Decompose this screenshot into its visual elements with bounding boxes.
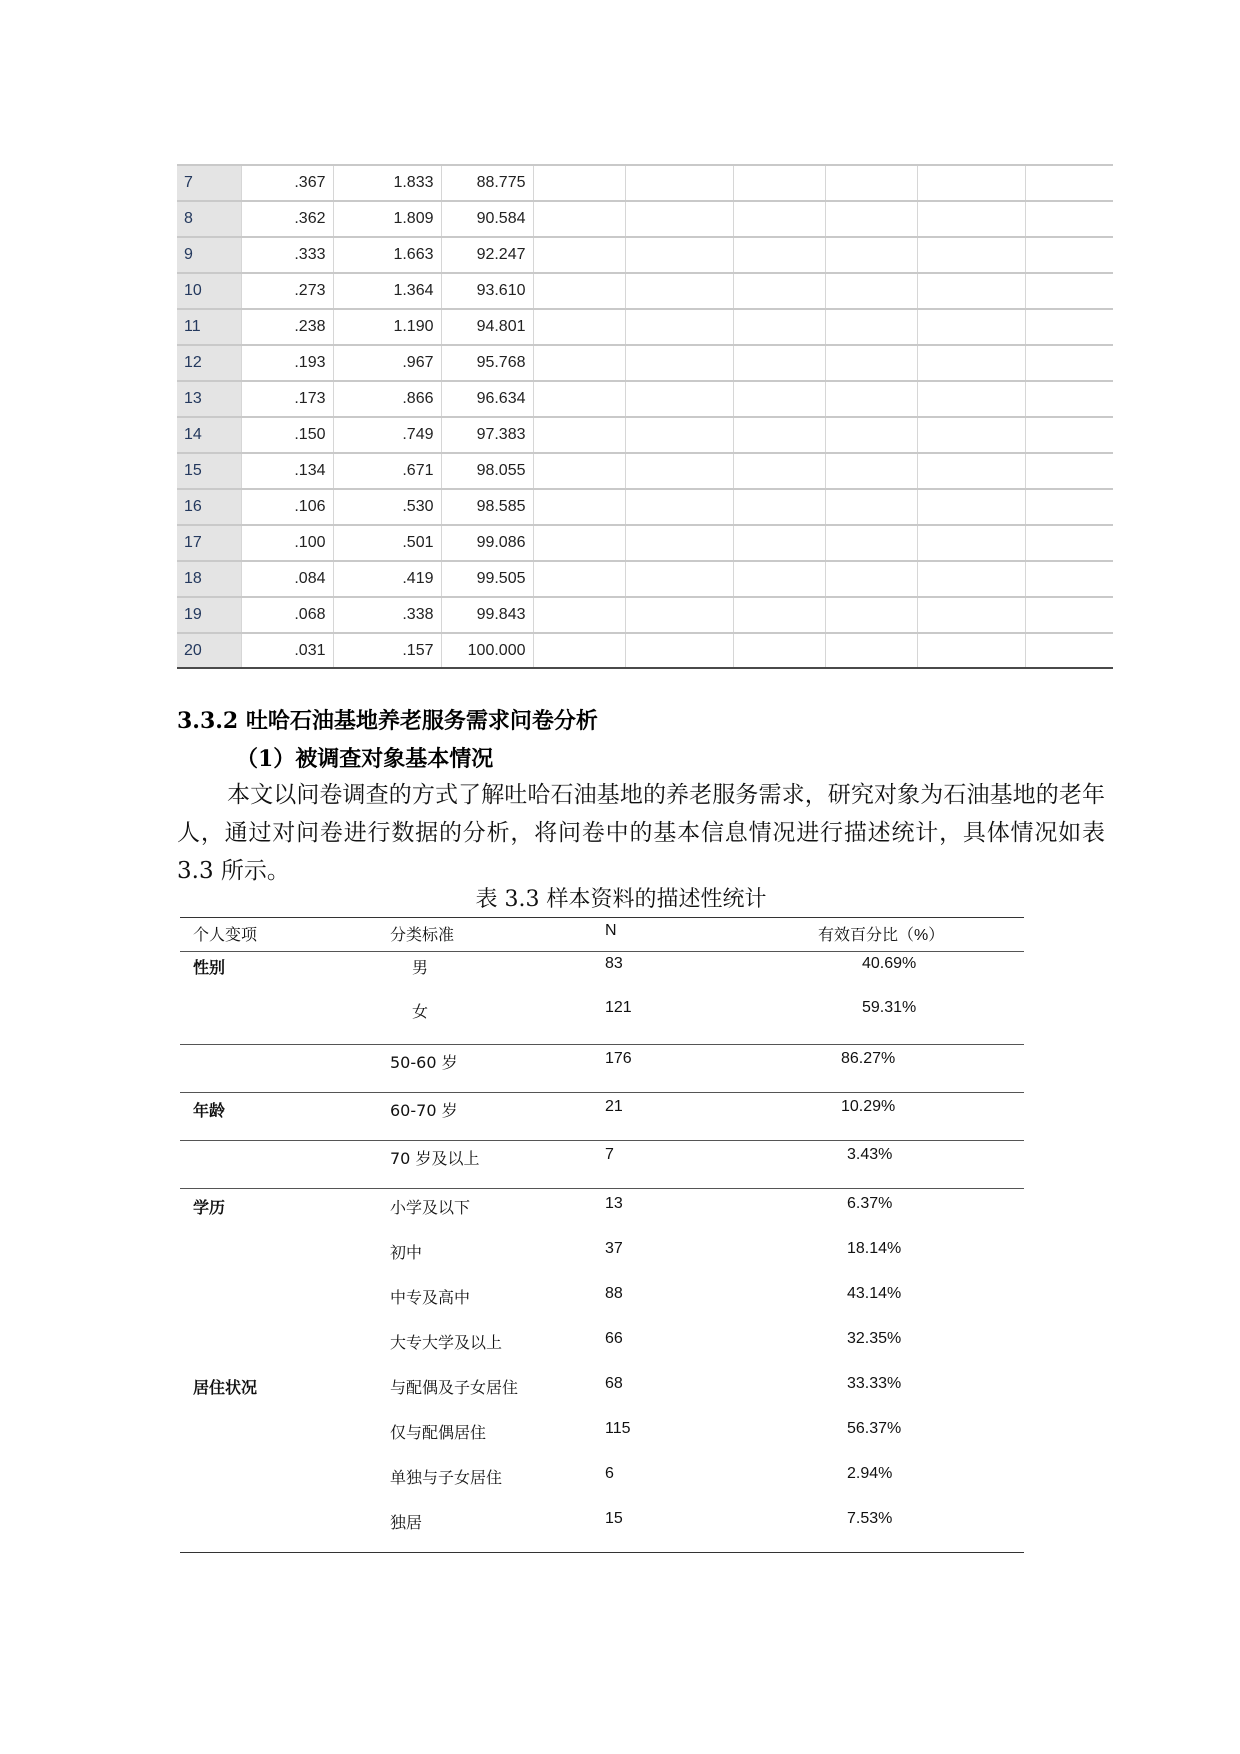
empty-cell: [625, 417, 733, 453]
table-row: [177, 453, 1113, 489]
table-row: [177, 165, 1113, 201]
header-category: 分类标准: [390, 925, 455, 944]
empty-cell: [625, 489, 733, 525]
rule-age-2: [180, 1140, 1024, 1141]
empty-cell: [825, 489, 917, 525]
empty-cell: [825, 525, 917, 561]
empty-cell: [733, 165, 825, 201]
empty-cell: [625, 237, 733, 273]
table-row: [177, 633, 1113, 668]
cumulative-pct: 92.247: [441, 237, 533, 273]
empty-cell: [625, 381, 733, 417]
component-number: 14: [177, 417, 241, 453]
total-value: .100: [241, 525, 333, 561]
total-value: .150: [241, 417, 333, 453]
variable-label: 性别: [193, 958, 226, 977]
category-label: 独居: [390, 1513, 423, 1532]
component-number: 8: [177, 201, 241, 237]
header-variable: 个人变项: [193, 925, 258, 944]
count-value: 176: [605, 1050, 632, 1067]
empty-cell: [825, 309, 917, 345]
empty-cell: [533, 201, 625, 237]
empty-cell: [917, 597, 1025, 633]
empty-cell: [533, 273, 625, 309]
count-value: 21: [605, 1098, 623, 1115]
variance-pct: .530: [333, 489, 441, 525]
empty-cell: [917, 237, 1025, 273]
variance-pct: .501: [333, 525, 441, 561]
percent-value: 10.29%: [841, 1098, 896, 1115]
percent-value: 56.37%: [847, 1420, 902, 1437]
component-number: 16: [177, 489, 241, 525]
empty-cell: [1025, 165, 1113, 201]
category-label: 仅与配偶居住: [390, 1423, 487, 1442]
component-number: 18: [177, 561, 241, 597]
empty-cell: [625, 345, 733, 381]
table-top-rule: [180, 917, 1024, 918]
total-value: .193: [241, 345, 333, 381]
table-caption: 表 3.3 样本资料的描述性统计: [475, 887, 767, 912]
count-value: 121: [605, 999, 632, 1016]
cumulative-pct: 100.000: [441, 633, 533, 668]
empty-cell: [733, 525, 825, 561]
empty-cell: [917, 165, 1025, 201]
empty-cell: [533, 633, 625, 668]
cumulative-pct: 97.383: [441, 417, 533, 453]
cumulative-pct: 98.055: [441, 453, 533, 489]
empty-cell: [1025, 489, 1113, 525]
empty-cell: [625, 525, 733, 561]
percent-value: 2.94%: [847, 1465, 893, 1482]
empty-cell: [533, 417, 625, 453]
cumulative-pct: 96.634: [441, 381, 533, 417]
empty-cell: [533, 237, 625, 273]
variable-label: 学历: [193, 1198, 226, 1217]
empty-cell: [917, 381, 1025, 417]
empty-cell: [733, 417, 825, 453]
rule-age-1: [180, 1092, 1024, 1093]
empty-cell: [533, 561, 625, 597]
empty-cell: [825, 597, 917, 633]
empty-cell: [1025, 453, 1113, 489]
variance-pct: 1.364: [333, 273, 441, 309]
empty-cell: [625, 561, 733, 597]
empty-cell: [825, 237, 917, 273]
empty-cell: [917, 489, 1025, 525]
header-n: N: [605, 922, 617, 939]
count-value: 66: [605, 1330, 623, 1347]
percent-value: 43.14%: [847, 1285, 902, 1302]
cumulative-pct: 95.768: [441, 345, 533, 381]
table-row: [177, 381, 1113, 417]
category-label: 70 岁及以上: [390, 1149, 480, 1168]
empty-cell: [625, 309, 733, 345]
total-value: .367: [241, 165, 333, 201]
empty-cell: [825, 273, 917, 309]
total-value: .238: [241, 309, 333, 345]
total-value: .084: [241, 561, 333, 597]
empty-cell: [825, 417, 917, 453]
empty-cell: [733, 633, 825, 668]
variance-pct: .749: [333, 417, 441, 453]
category-label: 女: [412, 1002, 429, 1021]
empty-cell: [825, 165, 917, 201]
empty-cell: [733, 597, 825, 633]
empty-cell: [533, 597, 625, 633]
table-bottom-rule: [180, 1552, 1024, 1553]
variance-pct: .967: [333, 345, 441, 381]
rule-after-gender: [180, 1044, 1024, 1045]
empty-cell: [917, 633, 1025, 668]
count-value: 15: [605, 1510, 623, 1527]
empty-cell: [533, 489, 625, 525]
variance-pct: .419: [333, 561, 441, 597]
empty-cell: [733, 561, 825, 597]
empty-cell: [533, 309, 625, 345]
count-value: 88: [605, 1285, 623, 1302]
count-value: 115: [605, 1420, 631, 1437]
component-number: 10: [177, 273, 241, 309]
cumulative-pct: 99.505: [441, 561, 533, 597]
empty-cell: [1025, 381, 1113, 417]
empty-cell: [625, 165, 733, 201]
empty-cell: [1025, 201, 1113, 237]
total-value: .173: [241, 381, 333, 417]
empty-cell: [1025, 237, 1113, 273]
empty-cell: [733, 345, 825, 381]
cumulative-pct: 93.610: [441, 273, 533, 309]
count-value: 68: [605, 1375, 623, 1392]
count-value: 83: [605, 955, 623, 972]
variance-pct: .866: [333, 381, 441, 417]
percent-value: 6.37%: [847, 1195, 893, 1212]
empty-cell: [825, 561, 917, 597]
empty-cell: [1025, 309, 1113, 345]
empty-cell: [625, 201, 733, 237]
category-label: 与配偶及子女居住: [390, 1378, 519, 1397]
table-row: [177, 309, 1113, 345]
percent-value: 33.33%: [847, 1375, 902, 1392]
cumulative-pct: 88.775: [441, 165, 533, 201]
component-number: 20: [177, 633, 241, 668]
count-value: 7: [605, 1146, 614, 1163]
empty-cell: [825, 453, 917, 489]
variance-pct: 1.833: [333, 165, 441, 201]
total-value: .134: [241, 453, 333, 489]
percent-value: 32.35%: [847, 1330, 902, 1347]
empty-cell: [917, 201, 1025, 237]
empty-cell: [533, 453, 625, 489]
variance-pct: .157: [333, 633, 441, 668]
empty-cell: [825, 201, 917, 237]
empty-cell: [1025, 273, 1113, 309]
component-number: 7: [177, 165, 241, 201]
table-row: [177, 417, 1113, 453]
category-label: 初中: [390, 1243, 423, 1262]
cumulative-pct: 99.843: [441, 597, 533, 633]
total-value: .273: [241, 273, 333, 309]
total-value: .362: [241, 201, 333, 237]
table-row: [177, 597, 1113, 633]
count-value: 13: [605, 1195, 623, 1212]
percent-value: 18.14%: [847, 1240, 902, 1257]
empty-cell: [917, 525, 1025, 561]
empty-cell: [1025, 345, 1113, 381]
empty-cell: [733, 201, 825, 237]
section-heading: 3.3.2 吐哈石油基地养老服务需求问卷分析: [177, 708, 598, 734]
empty-cell: [825, 381, 917, 417]
component-number: 19: [177, 597, 241, 633]
component-number: 17: [177, 525, 241, 561]
category-label: 小学及以下: [390, 1198, 471, 1217]
empty-cell: [917, 453, 1025, 489]
empty-cell: [733, 273, 825, 309]
empty-cell: [533, 525, 625, 561]
empty-cell: [825, 633, 917, 668]
component-number: 13: [177, 381, 241, 417]
empty-cell: [917, 309, 1025, 345]
table-row: [177, 525, 1113, 561]
total-value: .333: [241, 237, 333, 273]
table-row: [177, 561, 1113, 597]
variable-label: 年龄: [193, 1101, 226, 1120]
total-value: .106: [241, 489, 333, 525]
empty-cell: [733, 381, 825, 417]
percent-value: 86.27%: [841, 1050, 896, 1067]
percent-value: 59.31%: [862, 999, 917, 1016]
cumulative-pct: 94.801: [441, 309, 533, 345]
percent-value: 3.43%: [847, 1146, 893, 1163]
variance-pct: 1.809: [333, 201, 441, 237]
variance-pct: .338: [333, 597, 441, 633]
table-row: [177, 345, 1113, 381]
section-subheading: （1）被调查对象基本情况: [236, 746, 494, 772]
category-label: 60-70 岁: [390, 1101, 458, 1120]
empty-cell: [917, 273, 1025, 309]
empty-cell: [917, 561, 1025, 597]
variance-pct: .671: [333, 453, 441, 489]
category-label: 男: [412, 958, 429, 977]
empty-cell: [625, 597, 733, 633]
percent-value: 7.53%: [847, 1510, 893, 1527]
empty-cell: [625, 273, 733, 309]
empty-cell: [917, 417, 1025, 453]
empty-cell: [625, 633, 733, 668]
empty-cell: [733, 309, 825, 345]
component-number: 9: [177, 237, 241, 273]
variance-pct: 1.190: [333, 309, 441, 345]
cumulative-pct: 99.086: [441, 525, 533, 561]
variable-label: 居住状况: [193, 1378, 258, 1397]
percent-value: 40.69%: [862, 955, 917, 972]
header-pct: 有效百分比（%）: [818, 927, 945, 944]
empty-cell: [733, 237, 825, 273]
table-header-rule: [180, 951, 1024, 952]
total-value: .068: [241, 597, 333, 633]
variance-pct: 1.663: [333, 237, 441, 273]
empty-cell: [1025, 525, 1113, 561]
empty-cell: [825, 345, 917, 381]
category-label: 中专及高中: [390, 1288, 471, 1307]
count-value: 6: [605, 1465, 614, 1482]
total-value: .031: [241, 633, 333, 668]
empty-cell: [625, 453, 733, 489]
empty-cell: [533, 345, 625, 381]
component-number: 15: [177, 453, 241, 489]
empty-cell: [533, 165, 625, 201]
variance-explained-table: [177, 164, 1113, 669]
category-label: 50-60 岁: [390, 1053, 458, 1072]
category-label: 单独与子女居住: [390, 1468, 503, 1487]
empty-cell: [917, 345, 1025, 381]
empty-cell: [1025, 633, 1113, 668]
empty-cell: [1025, 417, 1113, 453]
empty-cell: [1025, 561, 1113, 597]
component-number: 11: [177, 309, 241, 345]
cumulative-pct: 90.584: [441, 201, 533, 237]
empty-cell: [1025, 597, 1113, 633]
empty-cell: [733, 453, 825, 489]
rule-after-age: [180, 1188, 1024, 1189]
table-row: [177, 489, 1113, 525]
table-row: [177, 237, 1113, 273]
empty-cell: [533, 381, 625, 417]
cumulative-pct: 98.585: [441, 489, 533, 525]
empty-cell: [733, 489, 825, 525]
component-number: 12: [177, 345, 241, 381]
table-row: [177, 201, 1113, 237]
category-label: 大专大学及以上: [390, 1333, 503, 1352]
count-value: 37: [605, 1240, 623, 1257]
table-row: [177, 273, 1113, 309]
body-paragraph: 本文以问卷调查的方式了解吐哈石油基地的养老服务需求，研究对象为石油基地的老年人，通过对问卷进行数据的分析，将问卷中的基本信息情况进行描述统计，具体情况如表 3.3 所示。: [177, 782, 1105, 884]
